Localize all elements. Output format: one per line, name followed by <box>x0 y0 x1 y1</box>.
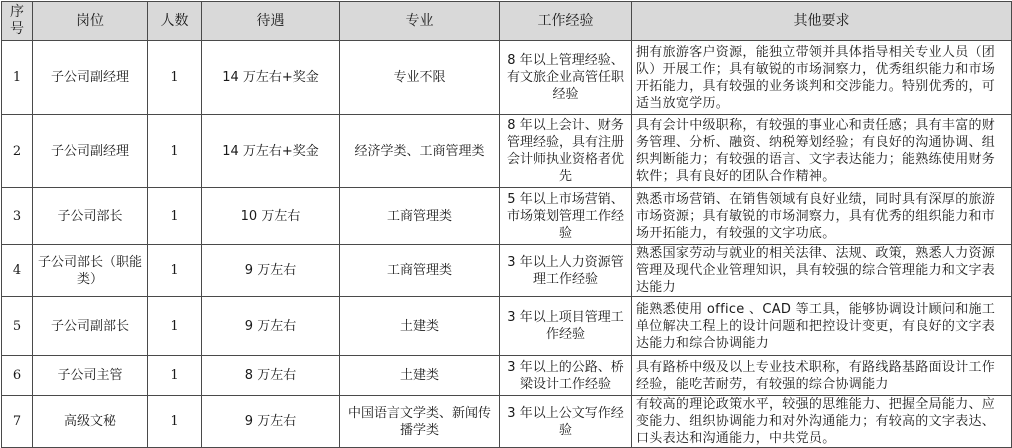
header-count: 人数 <box>148 2 202 41</box>
header-experience: 工作经验 <box>500 2 632 41</box>
cell-experience: 8 年以上会计、财务管理经验，具有注册会计师执业资格者优先 <box>500 115 632 188</box>
cell-experience: 3 年以上公文写作经验 <box>500 396 632 448</box>
cell-num: 7 <box>2 396 33 448</box>
job-requirements-table <box>1 1 1012 448</box>
cell-requirements: 能熟悉使用 office 、CAD 等工具，能够协调设计顾问和施工单位解决工程上的设计问题和把控设计变更，有良好的文字表达能力和综合协调能力 <box>632 297 1012 356</box>
cell-experience: 8 年以上管理经验、有文旅企业高管任职经验 <box>500 41 632 115</box>
cell-num: 6 <box>2 356 33 396</box>
cell-major: 土建类 <box>340 356 500 396</box>
cell-position: 子公司主管 <box>33 356 148 396</box>
cell-requirements: 熟悉国家劳动与就业的相关法律、法规、政策，熟悉人力资源管理及现代企业管理知识，具有较强的综合管理能力和文字表达能力 <box>632 245 1012 297</box>
cell-num: 1 <box>2 41 33 115</box>
cell-num: 2 <box>2 115 33 188</box>
cell-major: 土建类 <box>340 297 500 356</box>
cell-position: 子公司部长 <box>33 188 148 245</box>
cell-count: 1 <box>148 188 202 245</box>
header-position: 岗位 <box>33 2 148 41</box>
cell-major: 经济学类、工商管理类 <box>340 115 500 188</box>
table-row <box>2 188 1012 245</box>
table-row <box>2 297 1012 356</box>
table-row <box>2 41 1012 115</box>
cell-salary: 14 万左右+奖金 <box>202 41 340 115</box>
cell-count: 1 <box>148 245 202 297</box>
cell-salary: 10 万左右 <box>202 188 340 245</box>
cell-major: 工商管理类 <box>340 245 500 297</box>
cell-position: 子公司副经理 <box>33 41 148 115</box>
cell-experience: 3 年以上人力资源管理工作经验 <box>500 245 632 297</box>
cell-salary: 14 万左右+奖金 <box>202 115 340 188</box>
cell-count: 1 <box>148 297 202 356</box>
cell-count: 1 <box>148 356 202 396</box>
cell-position: 子公司副部长 <box>33 297 148 356</box>
header-salary: 待遇 <box>202 2 340 41</box>
cell-requirements: 有较高的理论政策水平，较强的思维能力、把握全局能力、应变能力、组织协调能力和对外沟通能力；有较高的文字表达、口头表达和沟通能力，中共党员。 <box>632 396 1012 448</box>
cell-position: 子公司部长（职能类） <box>33 245 148 297</box>
cell-salary: 9 万左右 <box>202 396 340 448</box>
cell-requirements: 拥有旅游客户资源，能独立带领并具体指导相关专业人员（团队）开展工作；具有敏锐的市场洞察力，优秀组织能力和市场开拓能力，具有较强的业务谈判和交涉能力。特别优秀的，可适当放宽学历。 <box>632 41 1012 115</box>
cell-requirements: 熟悉市场营销、在销售领域有良好业绩，同时具有深厚的旅游市场资源；具有敏锐的市场洞察力，具有优秀的组织能力和市场开拓能力，有较强的文字功底。 <box>632 188 1012 245</box>
cell-major: 工商管理类 <box>340 188 500 245</box>
table-row <box>2 356 1012 396</box>
table-row <box>2 115 1012 188</box>
header-num: 序号 <box>2 2 33 41</box>
cell-num: 3 <box>2 188 33 245</box>
table-row <box>2 245 1012 297</box>
cell-experience: 3 年以上的公路、桥梁设计工作经验 <box>500 356 632 396</box>
table-row <box>2 396 1012 448</box>
cell-count: 1 <box>148 115 202 188</box>
header-major: 专业 <box>340 2 500 41</box>
cell-position: 子公司副经理 <box>33 115 148 188</box>
cell-experience: 5 年以上市场营销、市场策划管理工作经验 <box>500 188 632 245</box>
cell-position: 高级文秘 <box>33 396 148 448</box>
cell-major: 中国语言文学类、新闻传播学类 <box>340 396 500 448</box>
cell-salary: 9 万左右 <box>202 297 340 356</box>
cell-major: 专业不限 <box>340 41 500 115</box>
cell-requirements: 具有会计中级职称，有较强的事业心和责任感；具有丰富的财务管理、分析、融资、纳税筹划经验；有良好的沟通协调、组织判断能力；有较强的语言、文字表达能力；能熟练使用财务软件；具有良好的团队合作精神。 <box>632 115 1012 188</box>
table-header-row <box>2 2 1012 41</box>
cell-num: 4 <box>2 245 33 297</box>
header-requirements: 其他要求 <box>632 2 1012 41</box>
cell-salary: 8 万左右 <box>202 356 340 396</box>
cell-count: 1 <box>148 396 202 448</box>
cell-count: 1 <box>148 41 202 115</box>
cell-requirements: 具有路桥中级及以上专业技术职称，有路线路基路面设计工作经验，能吃苦耐劳，有较强的综合协调能力 <box>632 356 1012 396</box>
cell-experience: 3 年以上项目管理工作经验 <box>500 297 632 356</box>
cell-num: 5 <box>2 297 33 356</box>
cell-salary: 9 万左右 <box>202 245 340 297</box>
